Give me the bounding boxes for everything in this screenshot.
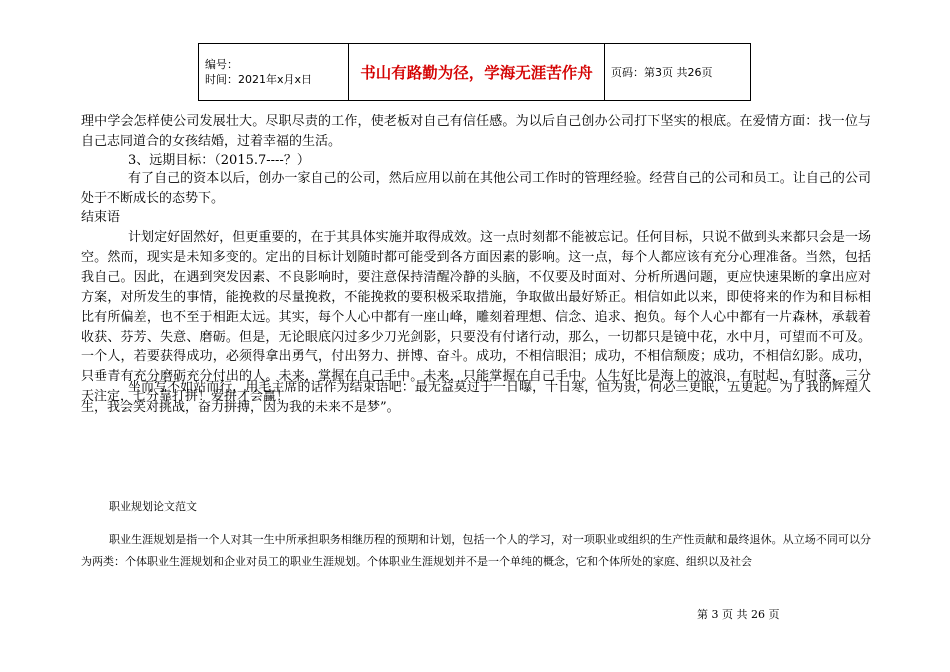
time-label: 时间：2021年x月x日 xyxy=(205,73,313,86)
paragraph-career-midterm-continued: 理中学会怎样使公司发展壮大。尽职尽责的工作，使老板对自己有信任感。为以后自己创办公司打下坚实的根底。在爱情方面：找一位与自己志同道合的女孩结婚，过着幸福的生活。 xyxy=(81,114,871,149)
paragraph-closing-quote: 坐而写不如站而行，用毛主席的话作为结束语吧：最无益莫过于一日曝，十日寒，恒为贵，何必三更眠，五更起。为了我的辉煌人生，我会笑对挑战，奋力拼搏，因为我的未来不是梦”。 xyxy=(81,380,871,415)
document-header xyxy=(198,43,751,101)
paragraph-conclusion: 计划定好固然好，但更重要的，在于其具体实施并取得成效。这一点时刻都不能被忘记。任何目标，只说不做到头来都只会是一场空。然而，现实是未知多变的。定出的目标计划随时都可能受到各方面因素的影响。这一点，每个人都应该有充分心理准备。当然，包括我自己。因此，在遇到突发因素、不良影响时，要注意保持清醒冷静的头脑，不仅要及时面对、分析所遇问题，更应快速果断的拿出应对方案，对所发生的事情，能挽救的尽量挽救，不能挽救的要积极采取措施，争取做出最好矫正。相信如此以来，即使将来的作为和目标相比有所偏差，也不至于相距太远。其实，每个人心中都有一座山峰，雕刻着理想、信念、追求、抱负。每个人心中都有一片森林，承载着收获、芬芳、失意、磨砺。但是，无论眼底闪过多少刀光剑影，只要没有付诸行动，那么，一切都只是镜中花，水中月，可望而不可及。一个人，若要获得成功，必须得拿出勇气，付出努力、拼博、奋斗。成功，不相信眼泪；成功，不相信颓废；成功，不相信幻影。成功，只垂青有充分磨砺充分付出的人。未来，掌握在自己手中。未来，只能掌握在自己手中。人生好比是海上的波浪，有时起，有时落，三分天注定，七分靠打拼！爱拼才会赢！ xyxy=(81,230,871,405)
header-meta xyxy=(199,44,349,101)
number-label: 编号： xyxy=(205,58,238,71)
paragraph-longterm-goal-heading: 3、远期目标：（2015.7----？） xyxy=(128,153,310,168)
conclusion-heading: 结束语 xyxy=(81,210,121,225)
page-footer: 第 3 页 共 26 页 xyxy=(697,608,780,621)
section-title: 职业规划论文范文 xyxy=(109,500,197,513)
header-motto: 书山有路勤为径，学海无涯苦作舟 xyxy=(349,44,605,101)
paragraph-career-planning-intro: 职业生涯规划是指一个人对其一生中所承担职务相继历程的预期和计划，包括一个人的学习，对一项职业或组织的生产性贡献和最终退休。从立场不同可以分为两类：个体职业生涯规划和企业对员工的职业生涯规划。个体职业生涯规划并不是一个单纯的概念，它和个体所处的家庭、组织以及社会 xyxy=(81,533,871,568)
header-page-info: 页码：第3页 共26页 xyxy=(605,44,751,101)
paragraph-longterm-goal: 有了自己的资本以后，创办一家自己的公司，然后应用以前在其他公司工作时的管理经验。经营自己的公司和员工。让自己的公司处于不断成长的态势下。 xyxy=(81,171,871,206)
